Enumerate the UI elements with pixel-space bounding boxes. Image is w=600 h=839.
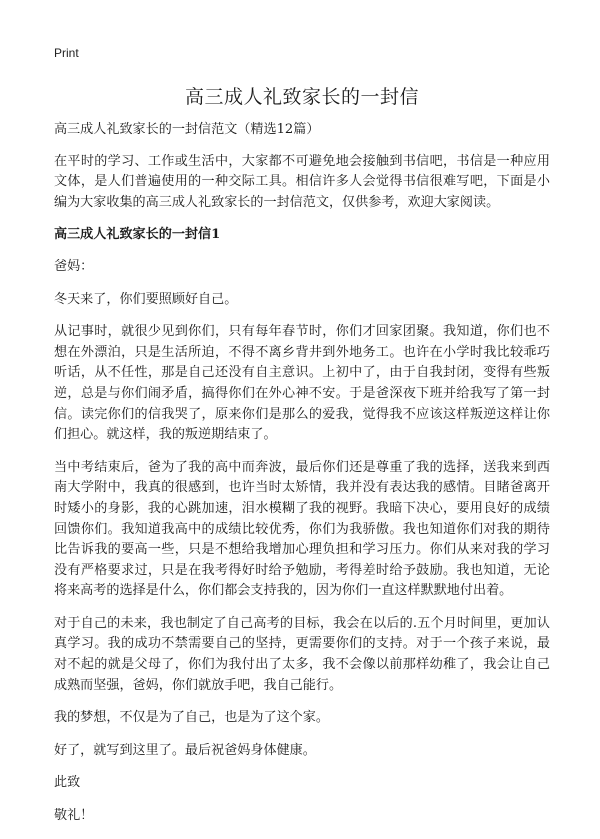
letter-paragraph: 当中考结束后，爸为了我的高中而奔波，最后你们还是尊重了我的选择，送我来到西南大学附中，我真的很感到，也许当时太矫情，我并没有表达我的感情。目睹爸离开时矮小的身影，我的心跳加速，泪水模糊了我的视野。我暗下决心，要用良好的成绩回馈你们。我知道我高中的成绩比较优秀，你们为我骄傲。我也知道你们对我的期待比告诉我的要高一些，只是不想给我增加心理负担和学习压力。你们从来对我的学习没有严格要求过，只是在我考得好时给予勉励，考得差时给予鼓励。我也知道，无论将来高考的选择是什么，你们都会支持我的，因为你们一直这样默默地付出着。	[54, 459, 550, 599]
letter-paragraph: 从记事时，就很少见到你们，只有每年春节时，你们才回家团聚。我知道，你们也不想在外漂泊，只是生活所迫，不得不离乡背井到外地务工。也许在小学时我比较乖巧听话，从不任性，那是自己还没有自主意识。上初中了，由于自我封闭，变得有些叛逆，总是与你们闹矛盾，搞得你们在外心神不安。于是爸深夜下班并给我写了第一封信。读完你们的信我哭了，原来你们是那么的爱我，觉得我不应该这样叛逆这样让你们担心。就这样，我的叛逆期结束了。	[54, 324, 550, 443]
letter-salutation: 爸妈：	[54, 258, 94, 274]
letter-closing: 敬礼！	[54, 808, 94, 824]
letter-paragraph: 好了，就写到这里了。最后祝爸妈身体健康。	[54, 742, 316, 758]
intro-paragraph: 在平时的学习、工作或生活中，大家都不可避免地会接触到书信吧，书信是一种应用文体，是人们普遍使用的一种交际工具。相信许多人会觉得书信很难写吧，下面是小编为大家收集的高三成人礼致家长的一封信范文，仅供参考，欢迎大家阅读。	[54, 153, 550, 210]
subtitle: 高三成人礼致家长的一封信范文（精选12篇）	[54, 122, 320, 137]
letter-paragraph: 我的梦想，不仅是为了自己，也是为了这个家。	[54, 710, 329, 726]
document-body	[54, 120, 550, 839]
letter-paragraph: 对于自己的未来，我也制定了自己高考的目标，我会在以后的.五个月时间里，更加认真学习。我的成功不禁需要自己的坚持，更需要你们的支持。对于一个孩子来说，最对不起的就是父母了，你们为我付出了太多，我不会像以前那样幼稚了，我会让自己成熟而坚强，爸妈，你们就放手吧，我自己能行。	[54, 615, 550, 693]
letter-closing: 此致	[54, 775, 81, 791]
print-link[interactable]: Print	[54, 46, 79, 60]
section-heading: 高三成人礼致家长的一封信1	[54, 227, 221, 243]
page-title: 高三成人礼致家长的一封信	[184, 86, 419, 108]
letter-paragraph: 冬天来了，你们要照顾好自己。	[54, 291, 238, 307]
